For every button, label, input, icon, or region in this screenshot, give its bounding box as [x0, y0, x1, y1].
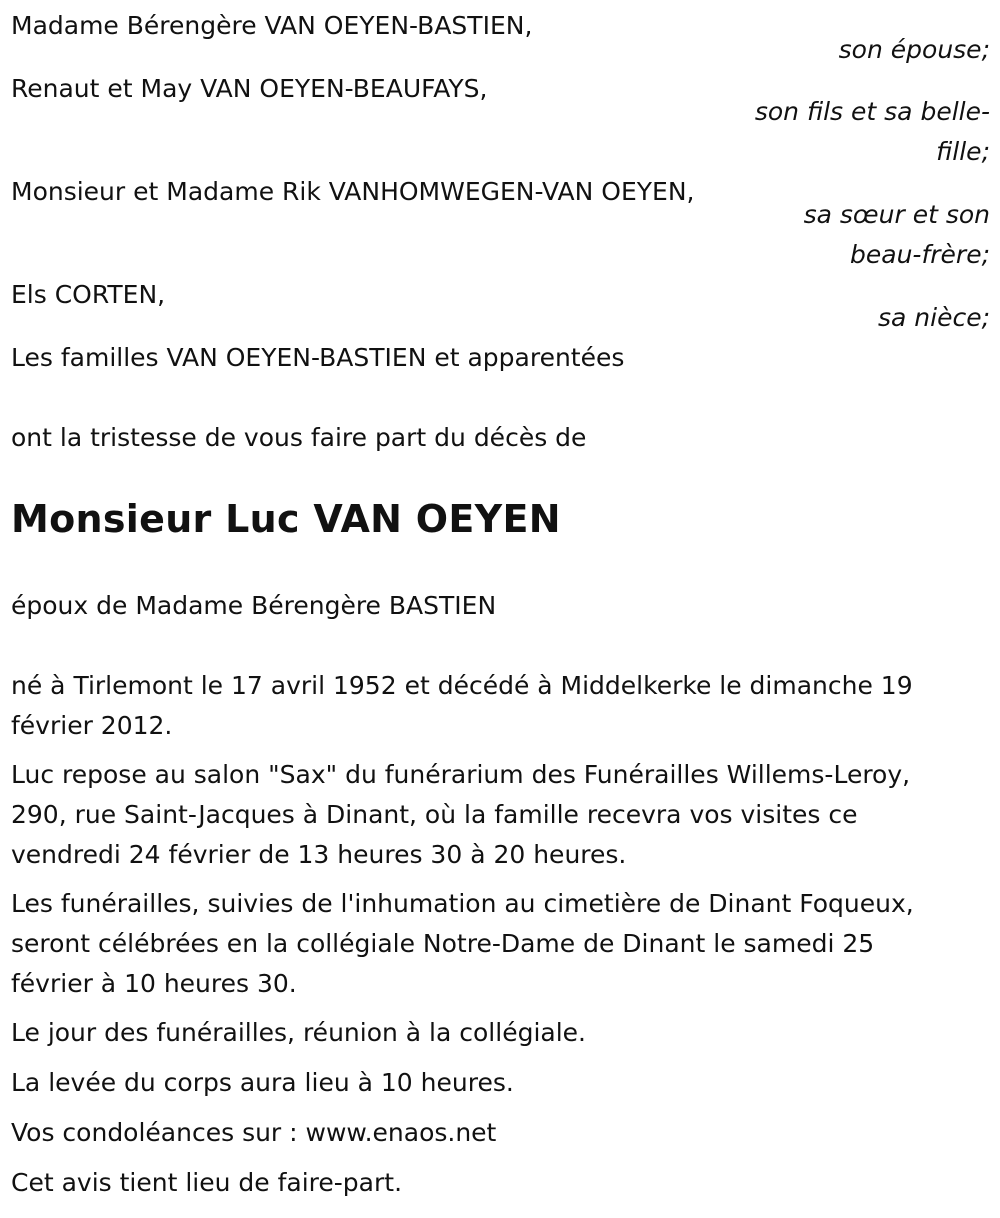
condolences-text: Vos condoléances sur : www.enaos.net	[11, 1118, 497, 1147]
family-member-name: Monsieur et Madame Rik VANHOMWEGEN-VAN OEYEN,	[11, 177, 695, 206]
funeral-line: seront célébrées en la collégiale Notre-Dame de Dinant le samedi 25	[11, 929, 875, 958]
visitation-paragraph	[11, 755, 986, 875]
meeting-text: Le jour des funérailles, réunion à la collégiale.	[11, 1018, 586, 1047]
birth-death-line: né à Tirlemont le 17 avril 1952 et décédé à Middelkerke le dimanche 19	[11, 671, 913, 700]
family-member-name: Renaut et May VAN OEYEN-BEAUFAYS,	[11, 74, 488, 103]
body-removal-text: La levée du corps aura lieu à 10 heures.	[11, 1068, 514, 1097]
funeral-line: février à 10 heures 30.	[11, 969, 297, 998]
announcement-text: ont la tristesse de vous faire part du décès de	[11, 423, 587, 452]
family-member-name: Madame Bérengère VAN OEYEN-BASTIEN,	[11, 11, 533, 40]
family-member-relation: sa nièce;	[877, 303, 990, 332]
family-member-relation: fille;	[936, 137, 990, 166]
visitation-line: vendredi 24 février de 13 heures 30 à 20 heures.	[11, 840, 627, 869]
spouse-line: époux de Madame Bérengère BASTIEN	[11, 591, 497, 620]
visitation-line: Luc repose au salon "Sax" du funérarium des Funérailles Willems-Leroy,	[11, 760, 911, 789]
family-member-relation: son fils et sa belle-	[754, 97, 990, 126]
family-member-relation: beau-frère;	[850, 240, 990, 269]
family-member-relation: son épouse;	[838, 35, 990, 64]
family-member-name: Les familles VAN OEYEN-BASTIEN et apparentées	[11, 343, 625, 372]
funeral-paragraph	[11, 884, 986, 1004]
family-member-relation: sa sœur et son	[803, 200, 990, 229]
birth-death-paragraph	[11, 666, 986, 746]
family-member-name: Els CORTEN,	[11, 280, 166, 309]
birth-death-line: février 2012.	[11, 711, 173, 740]
funeral-line: Les funérailles, suivies de l'inhumation au cimetière de Dinant Foqueux,	[11, 889, 914, 918]
deceased-name: Monsieur Luc VAN OEYEN	[11, 497, 561, 541]
visitation-line: 290, rue Saint-Jacques à Dinant, où la famille recevra vos visites ce	[11, 800, 858, 829]
closing-text: Cet avis tient lieu de faire-part.	[11, 1168, 403, 1197]
